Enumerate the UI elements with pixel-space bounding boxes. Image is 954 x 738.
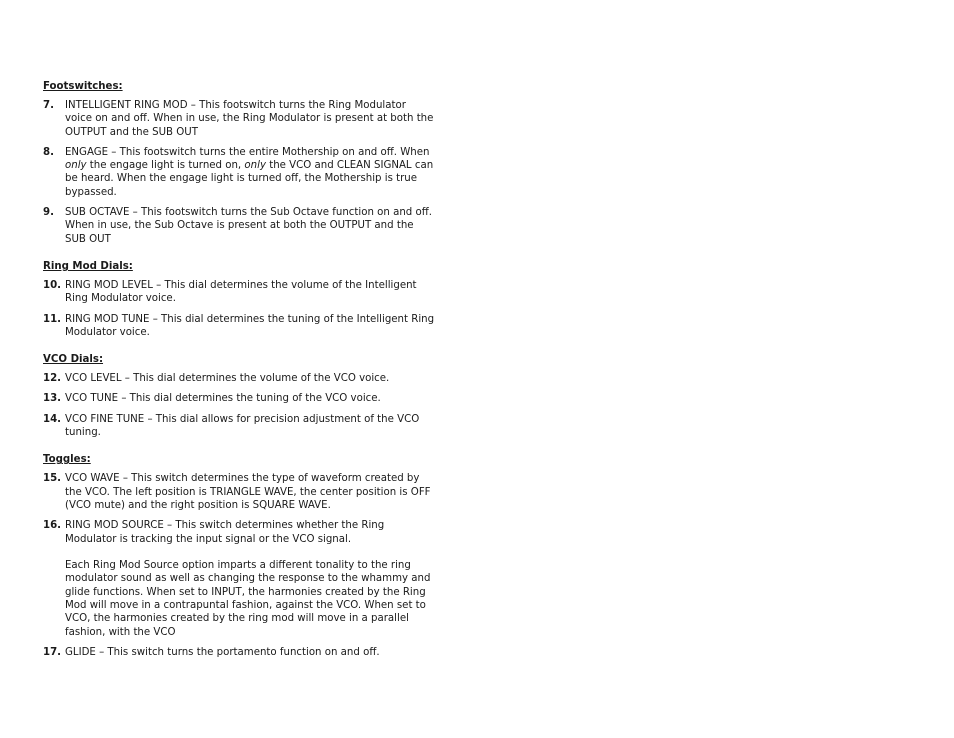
emphasis-text: only bbox=[244, 160, 266, 172]
list-item bbox=[43, 279, 435, 306]
item-text bbox=[65, 146, 435, 199]
item-number: 15. bbox=[43, 473, 62, 485]
list-item bbox=[43, 392, 435, 405]
section-heading: Ring Mod Dials: bbox=[43, 260, 133, 272]
item-number: 17. bbox=[43, 646, 62, 658]
emphasis-text: only bbox=[65, 160, 87, 172]
item-text: VCO WAVE – This switch determines the type of waveform created by the VCO. The left position is TRIANGLE WAVE, the center position is OFF (VCO mute) and the right position is SQUARE WAVE. bbox=[65, 473, 431, 511]
item-number: 10. bbox=[43, 279, 62, 291]
item-text: RING MOD TUNE – This dial determines the tuning of the Intelligent Ring Modulator voice. bbox=[65, 313, 435, 338]
section-heading: VCO Dials: bbox=[43, 354, 104, 366]
item-text: RING MOD SOURCE – This switch determines whether the Ring Modulator is tracking the input signal or the VCO signal. bbox=[65, 520, 385, 545]
manual-page bbox=[43, 80, 435, 673]
item-text: INTELLIGENT RING MOD – This footswitch turns the Ring Modulator voice on and off. When in use, the Ring Modulator is present at both the OUTPUT and the SUB OUT bbox=[65, 100, 434, 138]
list-item bbox=[43, 413, 435, 440]
section-heading: Toggles: bbox=[43, 454, 91, 466]
item-list bbox=[43, 372, 435, 439]
list-item bbox=[43, 146, 435, 199]
item-text: VCO LEVEL – This dial determines the volume of the VCO voice. bbox=[65, 373, 390, 385]
item-number: 12. bbox=[43, 373, 62, 385]
item-list bbox=[43, 99, 435, 246]
item-number: 14. bbox=[43, 413, 62, 425]
item-text: SUB OCTAVE – This footswitch turns the Sub Octave function on and off. When in use, the Sub Octave is present at both the OUTPUT and the SUB OUT bbox=[65, 207, 432, 245]
list-item bbox=[43, 99, 435, 139]
text-run: ENGAGE – This footswitch turns the entire Mothership on and off. When bbox=[65, 146, 430, 158]
text-run: the engage light is turned on, bbox=[86, 160, 245, 172]
list-item bbox=[43, 372, 435, 385]
list-item bbox=[43, 646, 435, 659]
item-text: VCO FINE TUNE – This dial allows for precision adjustment of the VCO tuning. bbox=[65, 413, 420, 439]
item-paragraph: Each Ring Mod Source option imparts a different tonality to the ring modulator sound as well as changing the response to the whammy and glide functions. When set to INPUT, the harmonies created by the Ring Mod will move in a contrapuntal fashion, against the VCO. When set to VCO, the harmonies created by the ring mod will move in a parallel fashion, with the VCO bbox=[65, 560, 431, 638]
item-number: 16. bbox=[43, 520, 62, 532]
list-item bbox=[43, 206, 435, 246]
list-item bbox=[43, 519, 435, 639]
list-item bbox=[43, 472, 435, 512]
item-number: 13. bbox=[43, 393, 62, 405]
section-ring-mod-dials bbox=[43, 260, 435, 339]
section-vco-dials bbox=[43, 353, 435, 439]
item-number: 8. bbox=[43, 146, 54, 158]
item-number: 7. bbox=[43, 100, 54, 111]
section-heading: Footswitches: bbox=[43, 81, 123, 92]
item-list bbox=[43, 472, 435, 659]
item-number: 11. bbox=[43, 313, 62, 325]
item-number: 9. bbox=[43, 207, 54, 219]
item-text: VCO TUNE – This dial determines the tuning of the VCO voice. bbox=[65, 393, 381, 405]
item-text: GLIDE – This switch turns the portamento function on and off. bbox=[65, 646, 380, 658]
item-list bbox=[43, 279, 435, 339]
section-toggles bbox=[43, 453, 435, 659]
text-run: the VCO and CLEAN SIGNAL can be heard. When the engage light is turned off, the Mothership is true bypassed. bbox=[65, 160, 434, 198]
section-footswitches bbox=[43, 80, 435, 246]
list-item bbox=[43, 313, 435, 340]
item-text: RING MOD LEVEL – This dial determines the volume of the Intelligent Ring Modulator voice. bbox=[65, 279, 417, 305]
